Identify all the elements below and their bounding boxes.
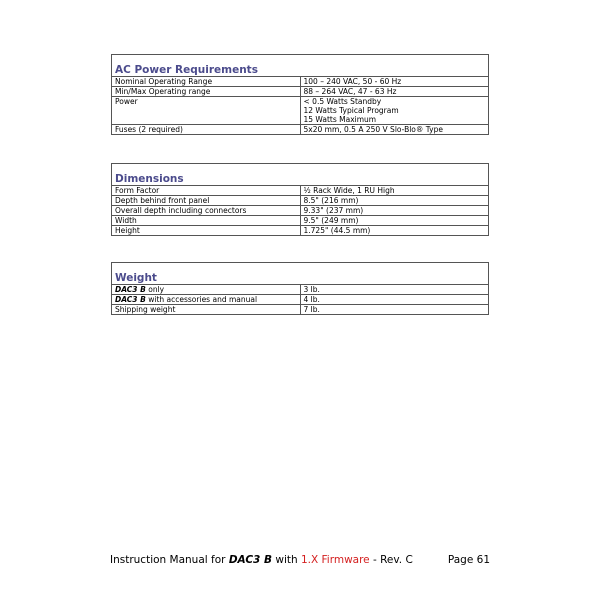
table-row	[112, 285, 489, 295]
page-number: Page 61	[447, 554, 490, 566]
footer-with: with	[272, 554, 301, 566]
spec-label: Power	[112, 97, 301, 125]
table-row	[112, 125, 489, 135]
product-name: DAC3 B	[115, 285, 146, 294]
table-header-row	[112, 164, 489, 186]
footer-product: DAC3 B	[228, 554, 273, 566]
spec-label-text: with accessories and manual	[145, 295, 258, 304]
spec-label: Depth behind front panel	[112, 196, 301, 206]
section-title-ac-power: AC Power Requirements	[112, 55, 489, 77]
table-row	[112, 196, 489, 206]
footer-suffix: - Rev. C	[369, 554, 413, 566]
footer-firmware: 1.X Firmware	[300, 554, 370, 566]
spec-value: 9.33" (237 mm)	[300, 206, 489, 216]
spec-label: Form Factor	[112, 186, 301, 196]
product-name: DAC3 B	[115, 295, 146, 304]
table-row	[112, 305, 489, 315]
spec-label	[112, 305, 301, 315]
table-row	[112, 77, 489, 87]
spec-label	[112, 285, 301, 295]
table-row	[112, 295, 489, 305]
spec-value: 5x20 mm, 0.5 A 250 V Slo-Blo® Type	[300, 125, 489, 135]
spec-value: 7 lb.	[300, 305, 489, 315]
table-row	[112, 186, 489, 196]
table-row	[112, 216, 489, 226]
spec-value-line: 15 Watts Maximum	[303, 115, 377, 124]
spec-value: 8.5" (216 mm)	[300, 196, 489, 206]
spec-value: 100 – 240 VAC, 50 - 60 Hz	[300, 77, 489, 87]
spec-value: 88 – 264 VAC, 47 - 63 Hz	[300, 87, 489, 97]
spec-value-line: < 0.5 Watts Standby	[303, 97, 382, 106]
footer-prefix: Instruction Manual for	[110, 554, 229, 566]
spec-value: 1.725" (44.5 mm)	[300, 226, 489, 236]
spec-value: ½ Rack Wide, 1 RU High	[300, 186, 489, 196]
footer-title	[110, 554, 413, 567]
spec-value	[300, 97, 489, 125]
dimensions-table	[111, 163, 489, 236]
weight-table	[111, 262, 489, 315]
spec-value: 3 lb.	[300, 285, 489, 295]
spec-label: Nominal Operating Range	[112, 77, 301, 87]
spec-label: Width	[112, 216, 301, 226]
table-row	[112, 87, 489, 97]
table-header-row	[112, 55, 489, 77]
spec-label-text: only	[145, 285, 165, 294]
table-row	[112, 97, 489, 125]
table-row	[112, 226, 489, 236]
table-header-row	[112, 263, 489, 285]
section-title-dimensions: Dimensions	[112, 164, 489, 186]
spec-label: Overall depth including connectors	[112, 206, 301, 216]
ac-power-table	[111, 54, 489, 135]
spec-value-line: 12 Watts Typical Program	[303, 106, 399, 115]
table-row	[112, 206, 489, 216]
spec-value: 4 lb.	[300, 295, 489, 305]
spec-label: Height	[112, 226, 301, 236]
spec-label: Min/Max Operating range	[112, 87, 301, 97]
spec-label-text: Shipping weight	[115, 305, 176, 314]
spec-label: Fuses (2 required)	[112, 125, 301, 135]
spec-label	[112, 295, 301, 305]
spec-value: 9.5" (249 mm)	[300, 216, 489, 226]
section-title-weight: Weight	[112, 263, 489, 285]
